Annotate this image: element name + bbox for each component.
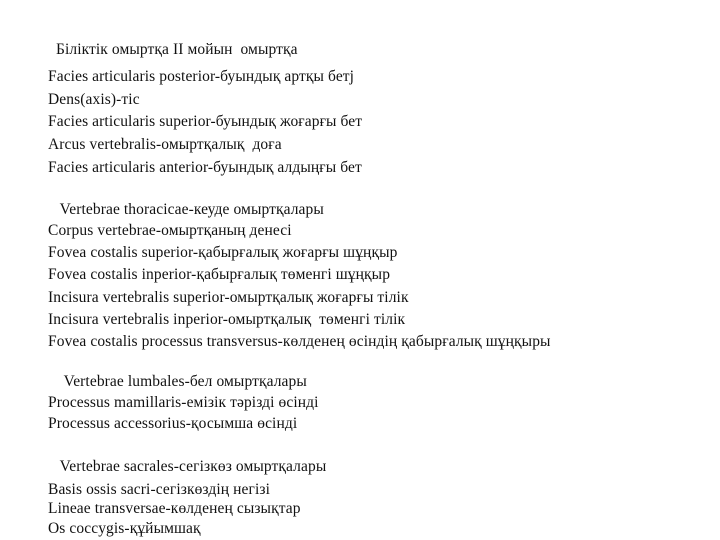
term-line: Processus mamillaris-емізік тәрізді өсінді	[48, 394, 319, 411]
term-line: Arcus vertebralis-омыртқалық доға	[48, 136, 282, 153]
term-line: Dens(axis)-тіс	[48, 91, 140, 108]
term-line: Fovea costalis superior-қабырғалық жоғарғы шұңқыр	[48, 244, 398, 261]
term-line: Corpus vertebrae-омыртқаның денесі	[48, 222, 292, 239]
term-line: Lineae transversae-көлденең сызықтар	[48, 500, 301, 517]
term-line: Processus accessorius-қосымша өсінді	[48, 415, 298, 432]
term-line: Fovea costalis inperior-қабырғалық төменгі шұңқыр	[48, 266, 391, 283]
term-line: Basis ossis sacri-сегізкөздің негізі	[48, 481, 270, 498]
term-line: Os coccygis-құйымшақ	[48, 520, 201, 537]
term-line: Incisura vertebralis inperior-омыртқалық төменгі тілік	[48, 311, 406, 328]
term-line: Facies articularis posterior-буындық артқы бетј	[48, 68, 355, 85]
section-heading-lumbar: Vertebrae lumbales-бел омыртқалары	[48, 373, 307, 390]
term-line: Fovea costalis processus transversus-көлденең өсіндің қабырғалық шұңқыры	[48, 333, 551, 350]
term-line: Facies articularis superior-буындық жоғарғы бет	[48, 113, 363, 130]
section-heading-sacral: Vertebrae sacrales-сегізкөз омыртқалары	[48, 458, 327, 475]
section-heading-thoracic: Vertebrae thoracicae-кеуде омыртқалары	[48, 201, 324, 218]
section-heading-axis: Біліктік омыртқа ІІ мойын омыртқа	[48, 41, 298, 58]
term-line: Incisura vertebralis superior-омыртқалық жоғарғы тілік	[48, 289, 409, 306]
term-line: Facies articularis anterior-буындық алдыңғы бет	[48, 159, 362, 176]
